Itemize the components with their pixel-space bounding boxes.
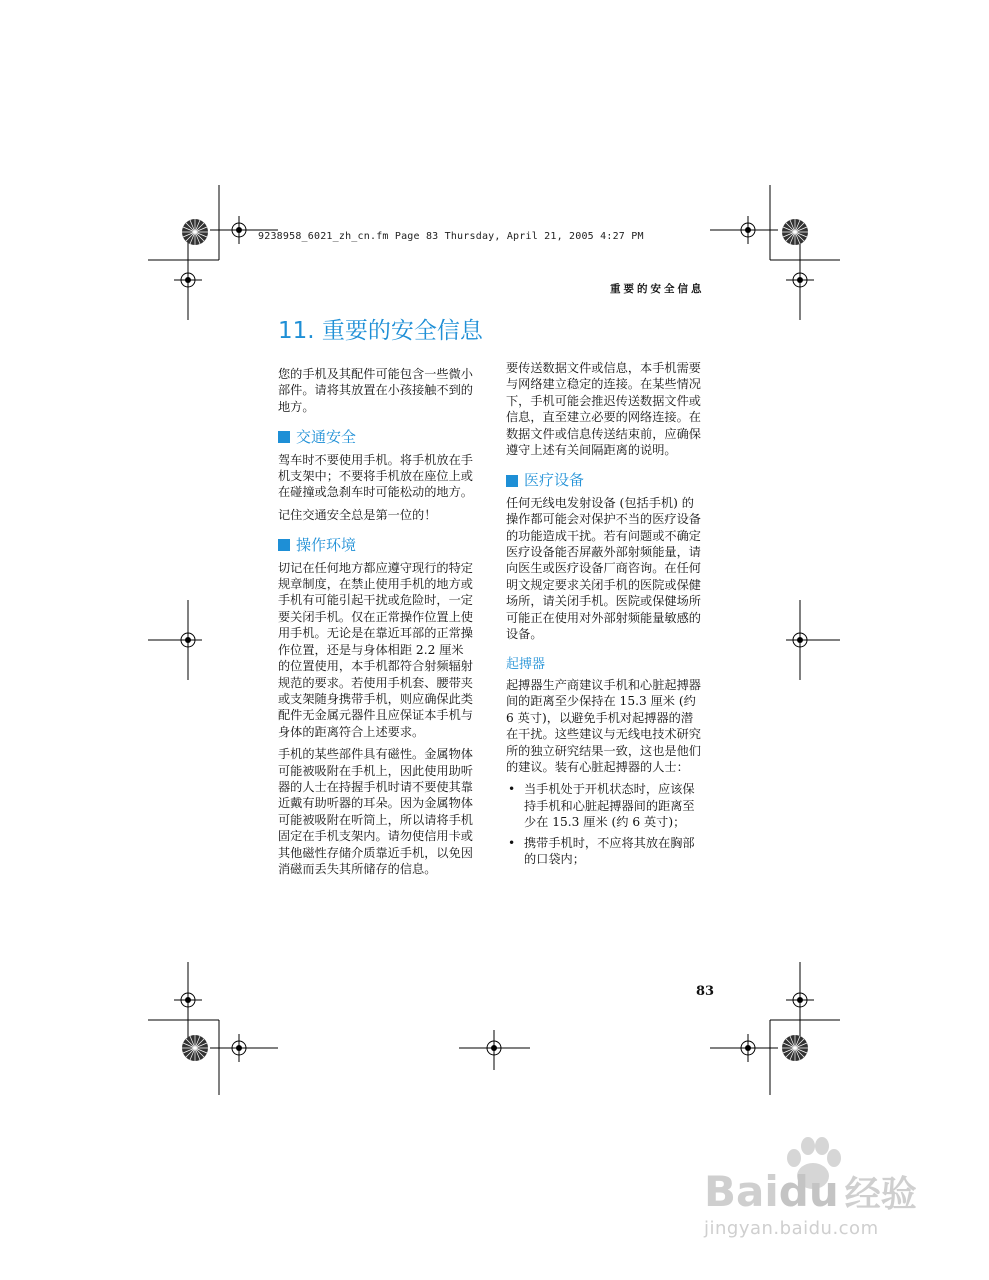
pacemaker-paragraph-1: 起搏器生产商建议手机和心脏起搏器间的距离至少保持在 15.3 厘米 (约 6 英寸)，以避免手机对起搏器的潜在干扰。这些建议与无线电技术研究所的独立研究结果一致，这也是他们的建议。装有心脏起搏器的人士： xyxy=(506,677,701,774)
watermark-brand-a: Bai xyxy=(704,1167,779,1216)
watermark-url: jingyan.baidu.com xyxy=(704,1218,879,1239)
right-column xyxy=(506,360,704,871)
list-item xyxy=(506,835,704,868)
list-item-text: 当手机处于开机状态时，应该保持手机和心脏起搏器间的距离至少在 15.3 厘米 (约 6 英寸)； xyxy=(524,782,695,830)
section-heading-medical xyxy=(506,472,704,488)
subsection-heading-pacemaker: 起搏器 xyxy=(506,656,546,672)
traffic-paragraph-2: 记住交通安全总是第一位的！ xyxy=(278,507,437,522)
section-heading-environment xyxy=(278,537,474,553)
watermark xyxy=(700,1130,960,1240)
page-number: 83 xyxy=(696,984,715,999)
section-marker-icon xyxy=(506,475,518,487)
section-heading-traffic xyxy=(278,429,474,445)
section-heading-label: 交通安全 xyxy=(296,428,357,447)
traffic-paragraph-1: 驾车时不要使用手机。将手机放在手机支架中；不要将手机放在座位上或在碰撞或急刹车时可能松动的地方。 xyxy=(278,452,473,500)
section-heading-label: 操作环境 xyxy=(296,536,357,555)
chapter-title: 11. 重要的安全信息 xyxy=(278,318,483,344)
bullet-icon: • xyxy=(508,835,516,850)
bullet-icon: • xyxy=(508,782,516,797)
left-column xyxy=(278,366,474,883)
section-heading-label: 医疗设备 xyxy=(524,471,585,490)
file-header: 9238958_6021_zh_cn.fm Page 83 Thursday, April 21, 2005 4:27 PM xyxy=(258,231,644,242)
watermark-brand xyxy=(704,1166,917,1217)
section-marker-icon xyxy=(278,539,290,551)
medical-paragraph-1: 任何无线电发射设备 (包括手机) 的操作都可能会对保护不当的医疗设备的功能造成干扰。若有问题或不确定医疗设备能否屏蔽外部射频能量，请向医生或医疗设备厂商咨询。在任何明文规定要求关闭手机的医院或保健场所，请关闭手机。医院或保健场所可能正在使用对外部射频能量敏感的设备。 xyxy=(506,495,701,642)
watermark-brand-cn: 经验 xyxy=(844,1174,917,1215)
environment-paragraph-1: 切记在任何地方都应遵守现行的特定规章制度，在禁止使用手机的地方或手机有可能引起干扰或危险时，一定要关闭手机。仅在正常操作位置上使用手机。无论是在靠近耳部的正常操作位置，还是与身体相距 2.2 厘米的位置使用，本手机都符合射频辐射规范的要求。若使用手机套、腰带夹或支架随身携带手机，则应确保此类配件无金属元器件且应保证本手机与身体的距离符合上述要求。 xyxy=(278,560,473,739)
list-item xyxy=(506,781,704,830)
watermark-brand-b: du xyxy=(778,1167,839,1216)
list-item-text: 携带手机时，不应将其放在胸部的口袋内； xyxy=(524,835,695,866)
running-head: 重要的安全信息 xyxy=(610,283,705,295)
continued-paragraph: 要传送数据文件或信息，本手机需要与网络建立稳定的连接。在某些情况下，手机可能会推迟传送数据文件或信息，直至建立必要的网络连接。在数据文件或信息传送结束前，应确保遵守上述有关间隔距离的说明。 xyxy=(506,361,701,458)
pacemaker-bullet-list xyxy=(506,781,704,867)
environment-paragraph-2: 手机的某些部件具有磁性。金属物体可能被吸附在手机上，因此使用助听器的人士在持握手机时请不要使其靠近戴有助听器的耳朵。因为金属物体可能被吸附在听筒上，所以请将手机固定在手机支架内。请勿使信用卡或其他磁性存储介质靠近手机，以免因消磁而丢失其所储存的信息。 xyxy=(278,747,473,876)
intro-paragraph: 您的手机及其配件可能包含一些微小部件。请将其放置在小孩接触不到的地方。 xyxy=(278,367,473,414)
section-marker-icon xyxy=(278,431,290,443)
